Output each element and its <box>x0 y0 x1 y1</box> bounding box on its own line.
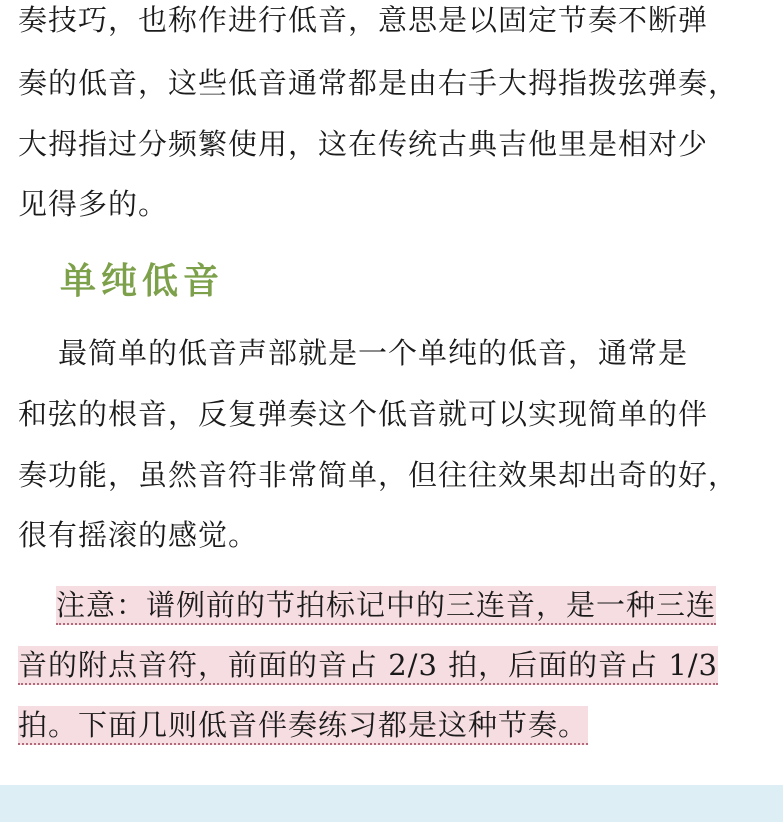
paragraph-line: 奏技巧，也称作进行低音，意思是以固定节奏不断弹 <box>18 3 709 37</box>
note-line-text: 注意：谱例前的节拍标记中的三连音，是一种三连 <box>56 586 716 625</box>
paragraph-line: 很有摇滚的感觉。 <box>18 518 259 552</box>
paragraph-line: 大拇指过分频繁使用，这在传统古典吉他里是相对少 <box>18 127 709 161</box>
bottom-band <box>0 785 783 822</box>
paragraph-line: 最简单的低音声部就是一个单纯的低音，通常是 <box>58 336 689 370</box>
paragraph-line: 奏功能，虽然音符非常简单，但往往效果却出奇的好， <box>18 458 739 492</box>
note-line <box>18 645 718 685</box>
note-line-text: 拍。下面几则低音伴奏练习都是这种节奏。 <box>18 706 588 745</box>
note-line <box>56 585 716 625</box>
note-line-text: 音的附点音符，前面的音占 2/3 拍，后面的音占 1/3 <box>18 646 718 685</box>
paragraph-line: 奏的低音，这些低音通常都是由右手大拇指拨弦弹奏， <box>18 66 739 100</box>
note-line <box>18 705 588 745</box>
section-heading: 单纯低音 <box>60 261 225 302</box>
paragraph-line: 见得多的。 <box>18 187 169 221</box>
paragraph-line: 和弦的根音，反复弹奏这个低音就可以实现简单的伴 <box>18 397 709 431</box>
